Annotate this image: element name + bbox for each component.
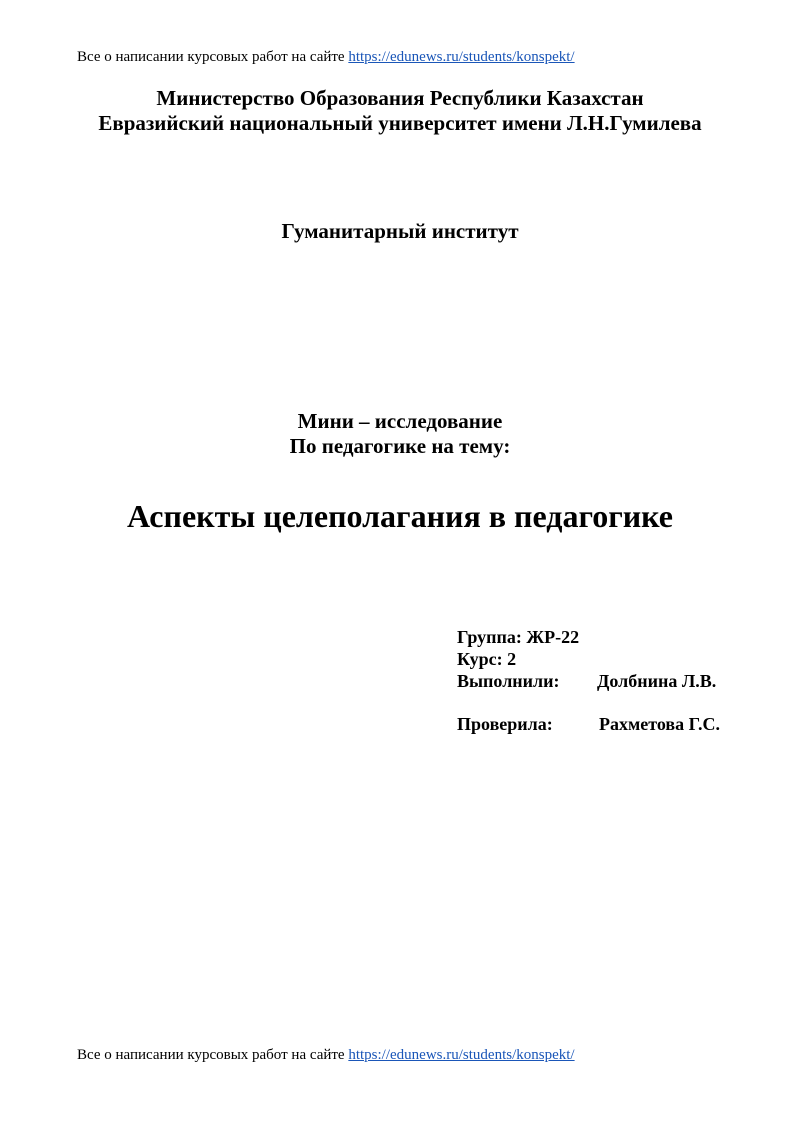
institute-heading: Гуманитарный институт <box>281 219 519 243</box>
banner-link[interactable]: https://edunews.ru/students/konspekt/ <box>348 1047 575 1063</box>
info-group: Группа: ЖР-22 <box>457 627 580 647</box>
info-course: Курс: 2 <box>457 649 517 669</box>
info-performed <box>457 670 717 692</box>
work-type: Мини – исследование <box>297 409 503 433</box>
performed-label: Выполнили: <box>457 671 560 691</box>
work-subject: По педагогике на тему: <box>289 434 511 458</box>
checked-value: Рахметова Г.С. <box>599 714 721 734</box>
banner-text: Все о написании курсовых работ на сайте <box>77 49 349 65</box>
banner-link[interactable]: https://edunews.ru/students/konspekt/ <box>348 49 575 65</box>
banner-text: Все о написании курсовых работ на сайте <box>77 1047 349 1063</box>
info-checked <box>457 713 721 735</box>
performed-value: Долбнина Л.В. <box>597 671 717 691</box>
university-heading: Евразийский национальный университет имени Л.Н.Гумилева <box>98 111 702 135</box>
header-banner <box>77 48 575 66</box>
footer-banner <box>77 1046 575 1064</box>
checked-label: Проверила: <box>457 714 553 734</box>
document-title: Аспекты целеполагания в педагогике <box>126 498 673 534</box>
ministry-heading: Министерство Образования Республики Казахстан <box>156 86 644 110</box>
